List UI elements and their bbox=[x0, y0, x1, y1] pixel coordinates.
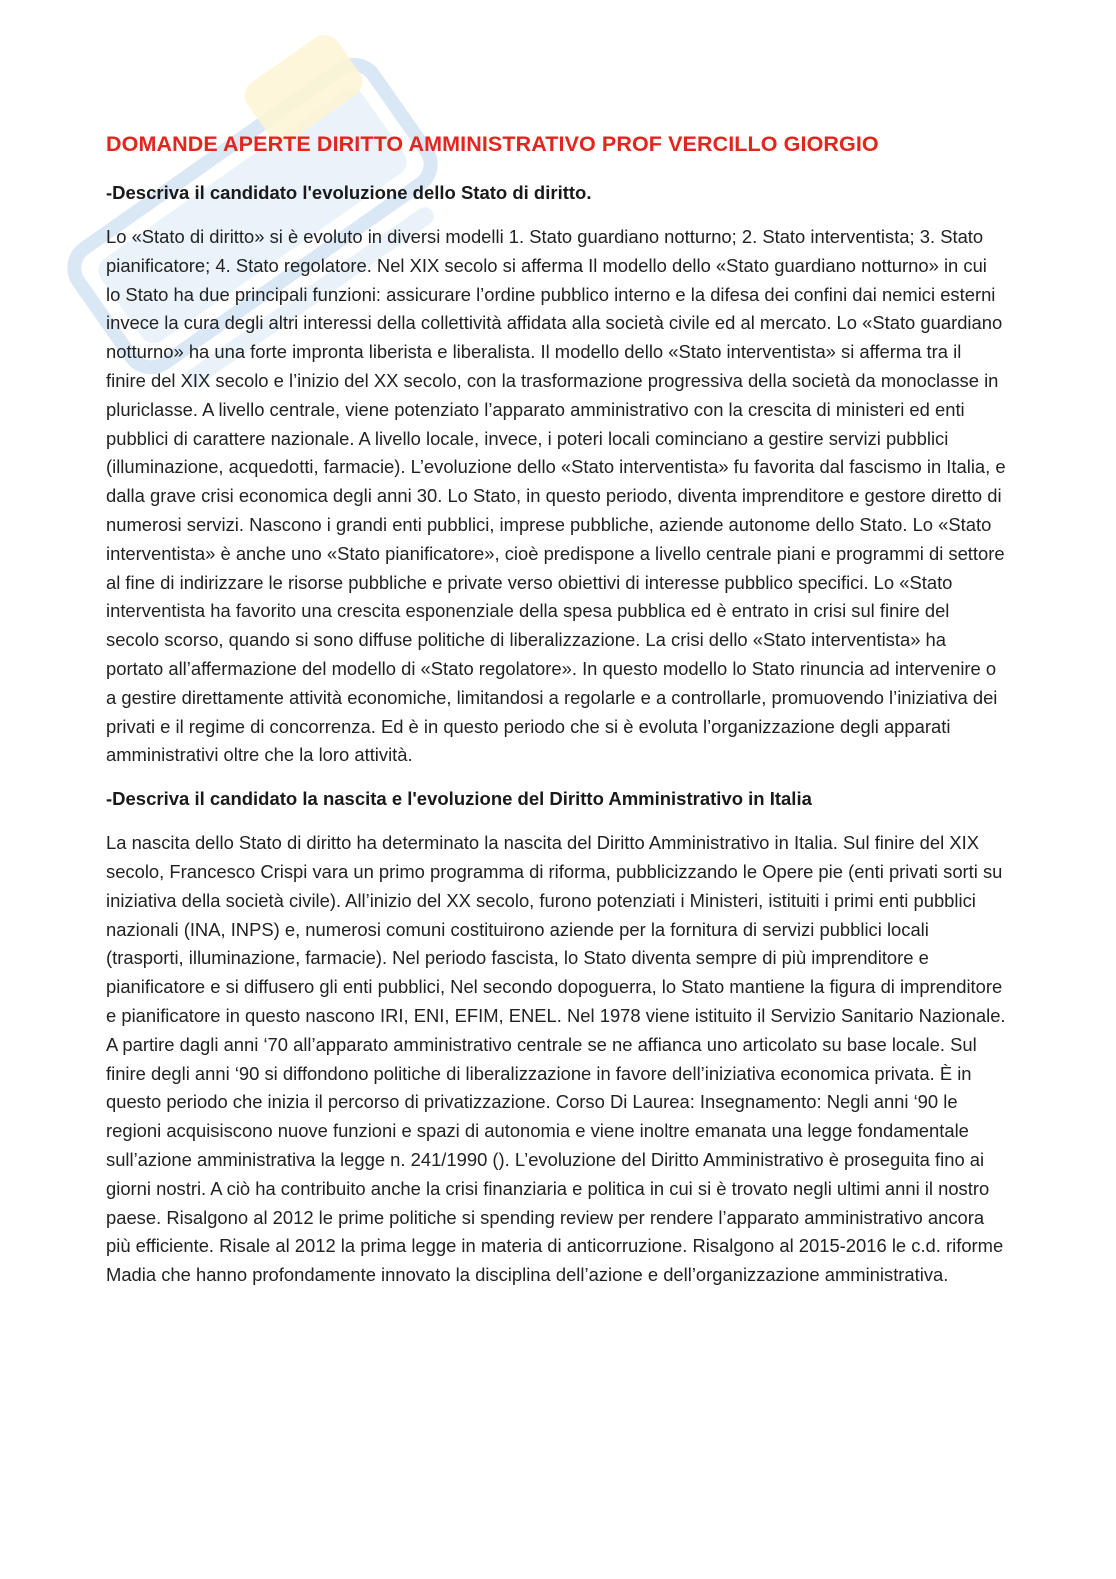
document-title: DOMANDE APERTE DIRITTO AMMINISTRATIVO PROF VERCILLO GIORGIO bbox=[106, 132, 879, 156]
question-heading: -Descriva il candidato la nascita e l'evoluzione del Diritto Amministrativo in Italia bbox=[106, 788, 812, 810]
answer-paragraph: Lo «Stato di diritto» si è evoluto in diversi modelli 1. Stato guardiano notturno; 2. Stato interventista; 3. Stato pianificatore; 4. Stato regolatore. Nel XIX secolo si afferma Il modello dello «Stato guardiano notturno» in cui lo Stato ha due principali funzioni: assicurare l’ordine pubblico interno e la difesa dei confini dai nemici esterni invece la cura degli altri interessi della collettività affidata alla società civile ed al mercato. Lo «Stato guardiano notturno» ha una forte impronta liberista e liberalista. Il modello dello «Stato interventista» si afferma tra il finire del XIX secolo e l’inizio del XX secolo, con la trasformazione progressiva della società da monoclasse in pluriclasse. A livello centrale, viene potenziato l’apparato amministrativo con la crescita di ministeri ed enti pubblici di carattere nazionale. A livello locale, invece, i poteri locali cominciano a gestire servizi pubblici (illuminazione, acquedotti, farmacie). L’evoluzione dello «Stato interventista» fu favorita dal fascismo in Italia, e dalla grave crisi economica degli anni 30. Lo Stato, in questo periodo, diventa imprenditore e gestore diretto di numerosi servizi. Nascono i grandi enti pubblici, imprese pubbliche, aziende autonome dello Stato. Lo «Stato interventista» è anche uno «Stato pianificatore», cioè predispone a livello centrale piani e programmi di settore al fine di indirizzare le risorse pubbliche e private verso obiettivi di interesse pubblico specifici. Lo «Stato interventista ha favorito una crescita esponenziale della spesa pubblica ed è entrato in crisi sul finire del secolo scorso, quando si sono diffuse politiche di liberalizzazione. La crisi dello «Stato interventista» ha portato all’affermazione del modello di «Stato regolatore». In questo modello lo Stato rinuncia ad intervenire o a gestire direttamente attività economiche, limitandosi a regolarle e a controllarle, promuovendo l’iniziativa dei privati e il regime di concorrenza. Ed è in questo periodo che si è evoluta l’organizzazione degli apparati amministrativi oltre che la loro attività. bbox=[106, 226, 1006, 766]
question-section-2 bbox=[106, 786, 1006, 1290]
question-section-1 bbox=[106, 180, 1006, 770]
document-page bbox=[106, 130, 1006, 1306]
answer-paragraph: La nascita dello Stato di diritto ha determinato la nascita del Diritto Amministrativo in Italia. Sul finire del XIX secolo, Francesco Crispi vara un primo programma di riforma, pubblicizzando le Opere pie (enti privati sorti su iniziativa della società civile). All’inizio del XX secolo, furono potenziati i Ministeri, istituiti i primi enti pubblici nazionali (INA, INPS) e, numerosi comuni costituirono aziende per la fornitura di servizi pubblici locali (trasporti, illuminazione, farmacie). Nel periodo fascista, lo Stato diventa sempre di più imprenditore e pianificatore e si diffusero gli enti pubblici, Nel secondo dopoguerra, lo Stato mantiene la figura di imprenditore e pianificatore in questo nascono IRI, ENI, EFIM, ENEL. Nel 1978 viene istituito il Servizio Sanitario Nazionale. A partire dagli anni ‘70 all’apparato amministrativo centrale se ne affianca uno articolato su base locale. Sul finire degli anni ‘90 si diffondono politiche di liberalizzazione in favore dell’iniziativa economica privata. È in questo periodo che inizia il percorso di privatizzazione. Corso Di Laurea: Insegnamento: Negli anni ‘90 le regioni acquisiscono nuove funzioni e spazi di autonomia e viene inoltre emanata una legge fondamentale sull’azione amministrativa la legge n. 241/1990 (). L’evoluzione del Diritto Amministrativo è proseguita fino ai giorni nostri. A ciò ha contribuito anche la crisi finanziaria e politica in cui si è trovato negli ultimi anni il nostro paese. Risalgono al 2012 le prime politiche si spending review per rendere l’apparato amministrativo ancora più efficiente. Risale al 2012 la prima legge in materia di anticorruzione. Risalgono al 2015-2016 le c.d. riforme Madia che hanno profondamente innovato la disciplina dell’azione e dell’organizzazione amministrativa. bbox=[106, 832, 1006, 1286]
question-heading: -Descriva il candidato l'evoluzione dello Stato di diritto. bbox=[106, 182, 592, 203]
